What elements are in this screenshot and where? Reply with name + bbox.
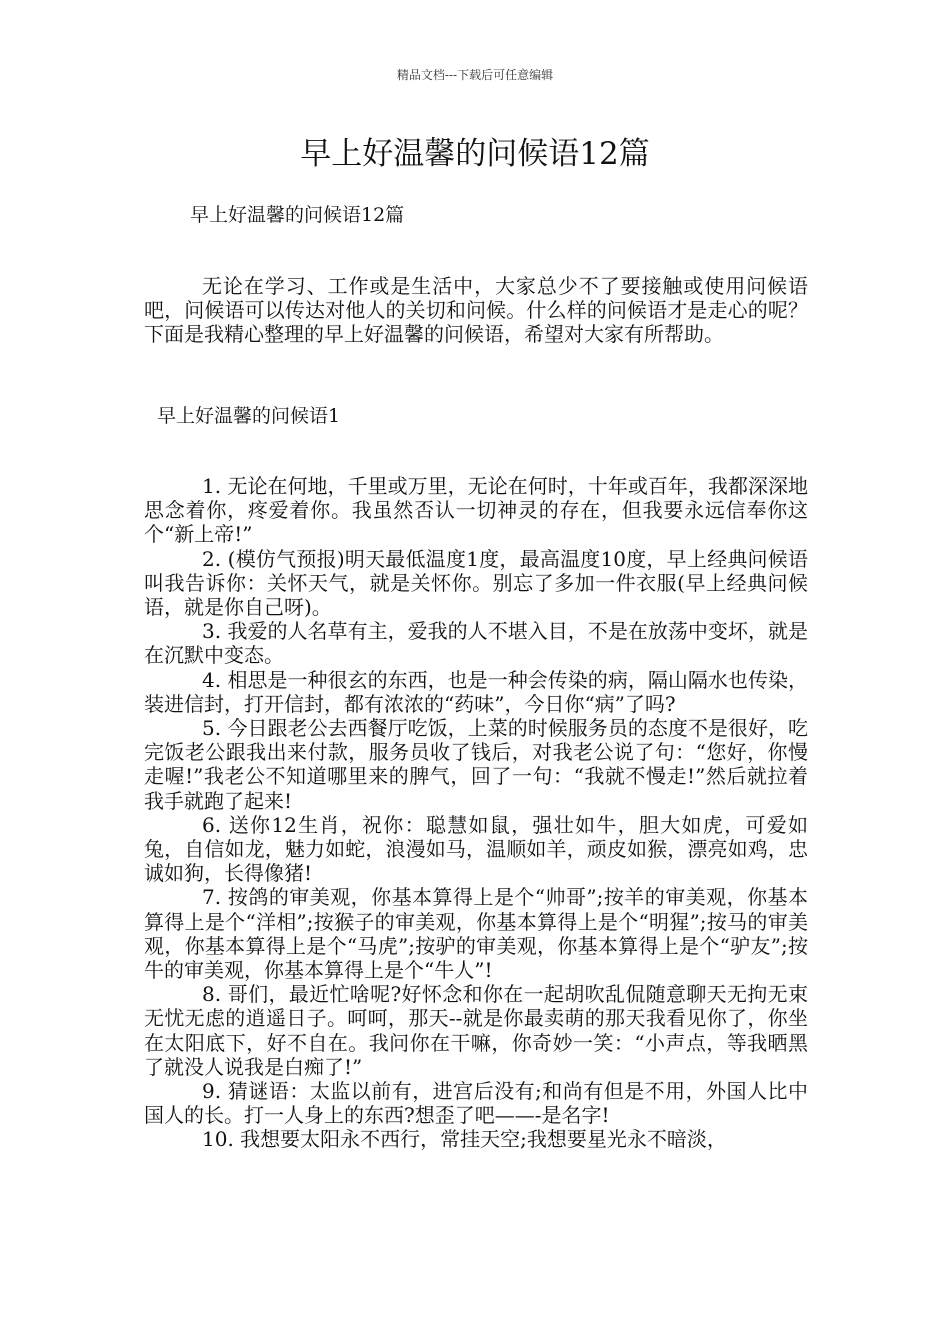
list-item: 6. 送你12生肖，祝你：聪慧如鼠，强壮如牛，胆大如虎，可爱如兔，自信如龙，魅力如蛇，浪漫如马，温顺如羊，顽皮如猴，漂亮如鸡，忠诚如狗，长得像猪!	[144, 812, 808, 886]
list-item: 8. 哥们，最近忙啥呢?好怀念和你在一起胡吹乱侃随意聊天无拘无束无忧无虑的逍遥日子。呵呵，那天--就是你最卖萌的那天我看见你了，你坐在太阳底下，好不自在。我问你在干嘛，你奇妙一笑：“小声点，等我晒黑了就没人说我是白痴了!”	[144, 982, 808, 1079]
list-item: 4. 相思是一种很玄的东西，也是一种会传染的病，隔山隔水也传染，装进信封，打开信封，都有浓浓的“药味”，今日你“病”了吗?	[144, 667, 808, 716]
list-item: 10. 我想要太阳永不西行，常挂天空;我想要星光永不暗淡，	[202, 1127, 727, 1152]
section-heading: 早上好温馨的问候语1	[157, 405, 341, 427]
list-item: 2. (模仿气预报)明天最低温度1度，最高温度10度，早上经典问候语叫我告诉你：关怀天气，就是关怀你。别忘了多加一件衣服(早上经典问候语，就是你自己呀)。	[144, 546, 808, 620]
list-item: 9. 猜谜语：太监以前有，进宫后没有;和尚有但是不用，外国人比中国人的长。打一人身上的东西?想歪了吧——-是名字!	[144, 1079, 808, 1128]
list-item: 5. 今日跟老公去西餐厅吃饭，上菜的时候服务员的态度不是很好，吃完饭老公跟我出来付款，服务员收了钱后，对我老公说了句：“您好，你慢走喔!”我老公不知道哪里来的脾气，回了一句：“我就不慢走!”然后就拉着我手就跑了起来!	[144, 716, 808, 813]
list-item: 7. 按鸽的审美观，你基本算得上是个“帅哥”;按羊的审美观，你基本算得上是个“洋相”;按猴子的审美观，你基本算得上是个“明猩”;按马的审美观，你基本算得上是个“马虎”;按驴的审美观，你基本算得上是个“驴友”;按牛的审美观，你基本算得上是个“牛人”!	[144, 885, 808, 983]
intro-paragraph: 无论在学习、工作或是生活中，大家总少不了要接触或使用问候语吧，问候语可以传达对他人的关切和问候。什么样的问候语才是走心的呢？下面是我精心整理的早上好温馨的问候语，希望对大家有所帮助。	[144, 274, 808, 347]
list-item: 3. 我爱的人名草有主，爱我的人不堪入目，不是在放荡中变坏，就是在沉默中变态。	[144, 619, 808, 668]
list-item: 1. 无论在何地，千里或万里，无论在何时，十年或百年，我都深深地思念着你，疼爱着你。我虽然否认一切神灵的存在，但我要永远信奉你这个“新上帝!”	[144, 474, 808, 547]
greeting-list	[144, 474, 808, 1152]
header-note: 精品文档---下载后可任意编辑	[396, 68, 554, 82]
page-subtitle: 早上好温馨的问候语12篇	[190, 204, 405, 226]
intro-section	[144, 274, 808, 347]
page-title: 早上好温馨的问候语12篇	[300, 136, 650, 172]
